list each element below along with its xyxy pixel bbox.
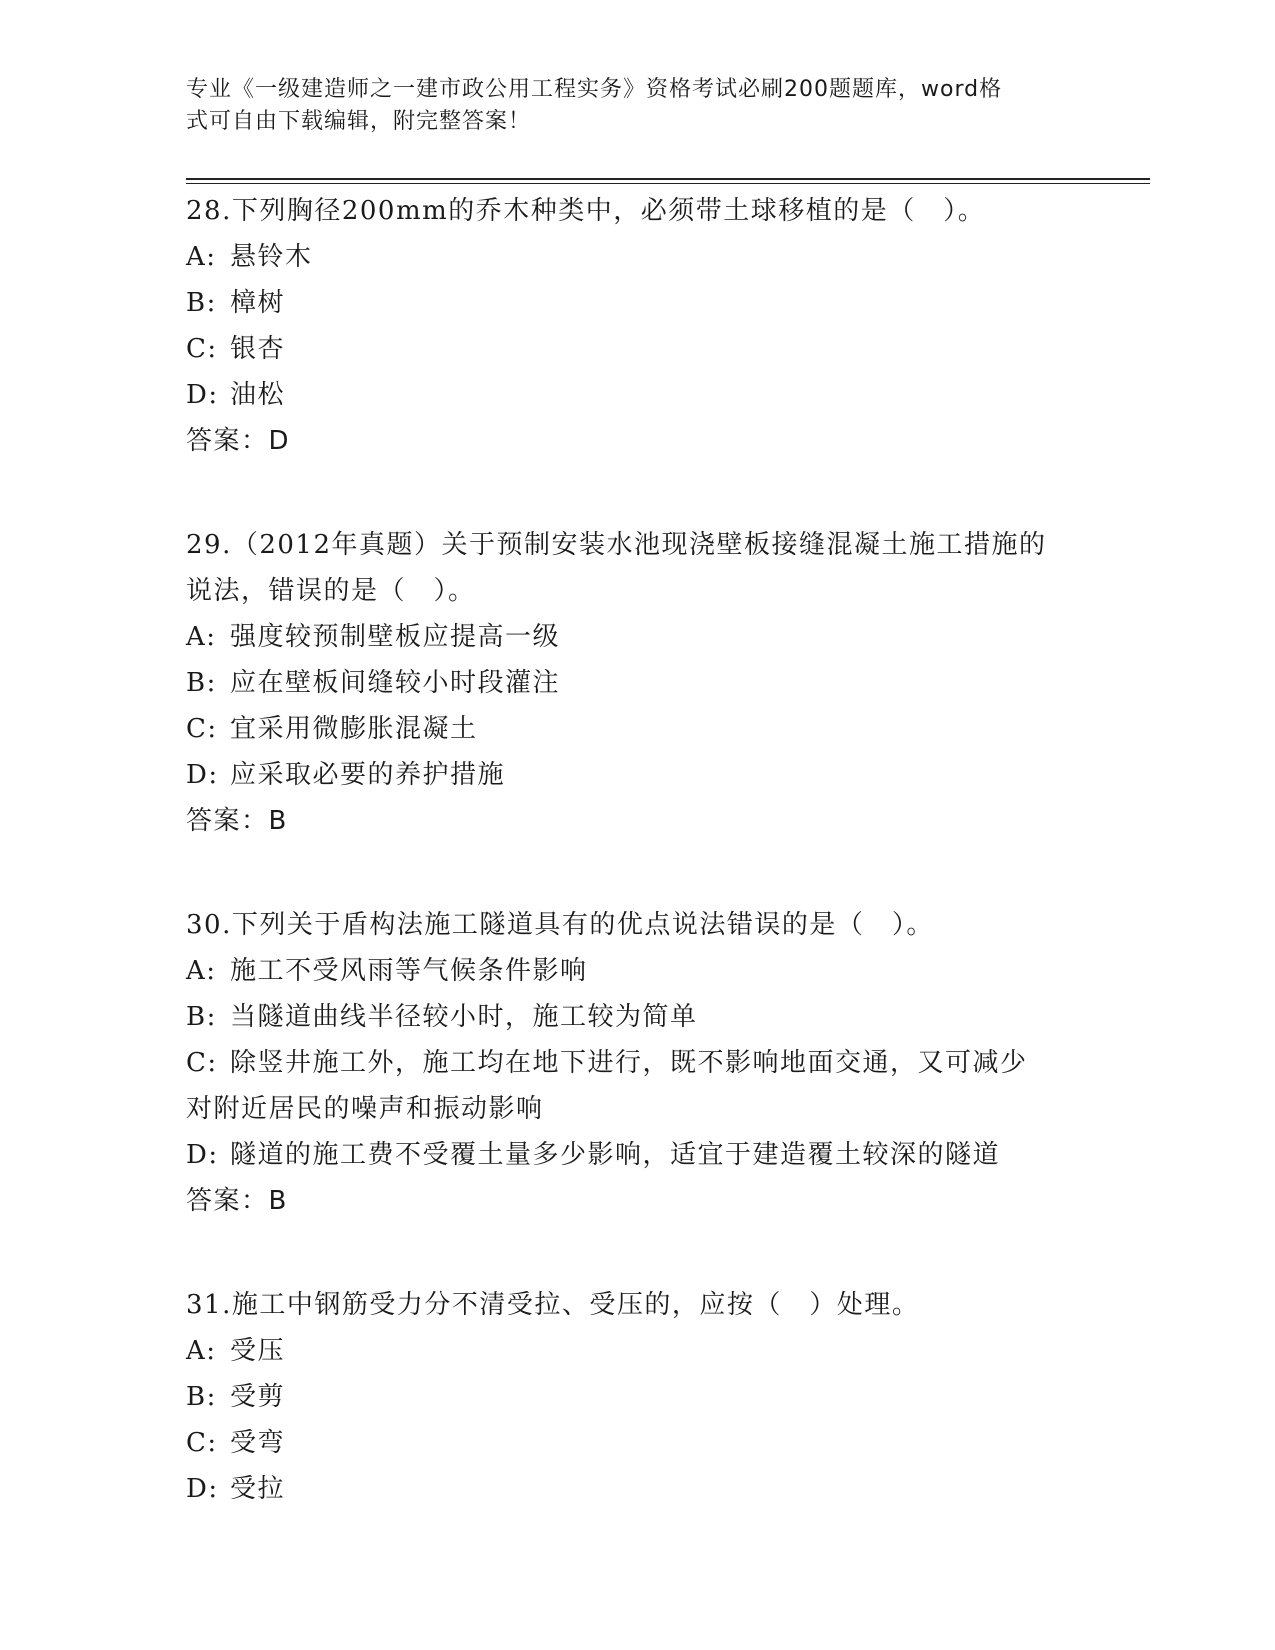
option-letter: B: bbox=[186, 288, 217, 318]
option-letter: D: bbox=[186, 760, 219, 790]
question-list bbox=[186, 188, 1086, 1570]
option-c bbox=[186, 326, 1086, 372]
option-c bbox=[186, 706, 1086, 752]
question-stem-continued: 说法，错误的是（ ）。 bbox=[186, 576, 476, 606]
option-letter: A: bbox=[186, 622, 217, 652]
option-letter: D: bbox=[186, 1140, 219, 1170]
option-b bbox=[186, 280, 1086, 326]
option-letter: D: bbox=[186, 380, 219, 410]
option-text: 强度较预制壁板应提高一级 bbox=[230, 622, 561, 652]
option-c bbox=[186, 1420, 1086, 1466]
header-divider-thick bbox=[186, 178, 1150, 180]
option-d bbox=[186, 1132, 1086, 1178]
option-text: 施工不受风雨等气候条件影响 bbox=[230, 956, 588, 986]
question-29 bbox=[186, 522, 1086, 844]
answer-line: 答案：D bbox=[186, 426, 291, 456]
option-b bbox=[186, 994, 1086, 1040]
option-text: 除竖井施工外，施工均在地下进行，既不影响地面交通，又可减少 bbox=[230, 1048, 1028, 1078]
option-letter: D: bbox=[186, 1474, 219, 1504]
option-text: 当隧道曲线半径较小时，施工较为简单 bbox=[230, 1002, 698, 1032]
question-28 bbox=[186, 188, 1086, 464]
option-a bbox=[186, 948, 1086, 994]
option-b bbox=[186, 660, 1086, 706]
option-letter: C: bbox=[186, 334, 218, 364]
option-letter: B: bbox=[186, 668, 217, 698]
option-text: 应在壁板间缝较小时段灌注 bbox=[230, 668, 561, 698]
option-letter: A: bbox=[186, 956, 217, 986]
header-title-line-2: 式可自由下载编辑，附完整答案！ bbox=[186, 109, 532, 134]
option-letter: B: bbox=[186, 1002, 217, 1032]
question-stem: 30.下列关于盾构法施工隧道具有的优点说法错误的是（ ）。 bbox=[186, 910, 934, 940]
option-letter: C: bbox=[186, 714, 218, 744]
option-letter: C: bbox=[186, 1428, 218, 1458]
option-d bbox=[186, 1466, 1086, 1512]
option-text: 受压 bbox=[230, 1336, 286, 1366]
option-text: 樟树 bbox=[230, 288, 286, 318]
question-31 bbox=[186, 1282, 1086, 1512]
question-stem: 28.下列胸径200mm的乔木种类中，必须带土球移植的是（ ）。 bbox=[186, 196, 986, 226]
option-c-continued: 对附近居民的噪声和振动影响 bbox=[186, 1094, 544, 1124]
option-letter: A: bbox=[186, 1336, 217, 1366]
option-text: 悬铃木 bbox=[230, 242, 313, 272]
option-b bbox=[186, 1374, 1086, 1420]
option-letter: A: bbox=[186, 242, 217, 272]
option-a bbox=[186, 614, 1086, 660]
option-a bbox=[186, 1328, 1086, 1374]
option-c bbox=[186, 1040, 1086, 1086]
header-title-line-1: 专业《一级建造师之一建市政公用工程实务》资格考试必刷200题题库，word格 bbox=[186, 77, 1003, 102]
question-stem: 29.（2012年真题）关于预制安装水池现浇壁板接缝混凝土施工措施的 bbox=[186, 530, 1047, 560]
document-header bbox=[186, 74, 1066, 138]
option-a bbox=[186, 234, 1086, 280]
question-30 bbox=[186, 902, 1086, 1224]
option-letter: B: bbox=[186, 1382, 217, 1412]
option-d bbox=[186, 372, 1086, 418]
option-d bbox=[186, 752, 1086, 798]
option-text: 受剪 bbox=[230, 1382, 286, 1412]
answer-line: 答案：B bbox=[186, 806, 288, 836]
option-text: 隧道的施工费不受覆土量多少影响，适宜于建造覆土较深的隧道 bbox=[230, 1140, 1001, 1170]
option-text: 银杏 bbox=[230, 334, 286, 364]
option-text: 应采取必要的养护措施 bbox=[230, 760, 506, 790]
option-text: 宜采用微膨胀混凝土 bbox=[230, 714, 478, 744]
option-text: 受弯 bbox=[230, 1428, 286, 1458]
option-letter: C: bbox=[186, 1048, 218, 1078]
header-divider-thin bbox=[186, 183, 1150, 184]
option-text: 油松 bbox=[230, 380, 286, 410]
answer-line: 答案：B bbox=[186, 1186, 288, 1216]
question-stem: 31.施工中钢筋受力分不清受拉、受压的，应按（ ）处理。 bbox=[186, 1290, 920, 1320]
option-text: 受拉 bbox=[230, 1474, 286, 1504]
